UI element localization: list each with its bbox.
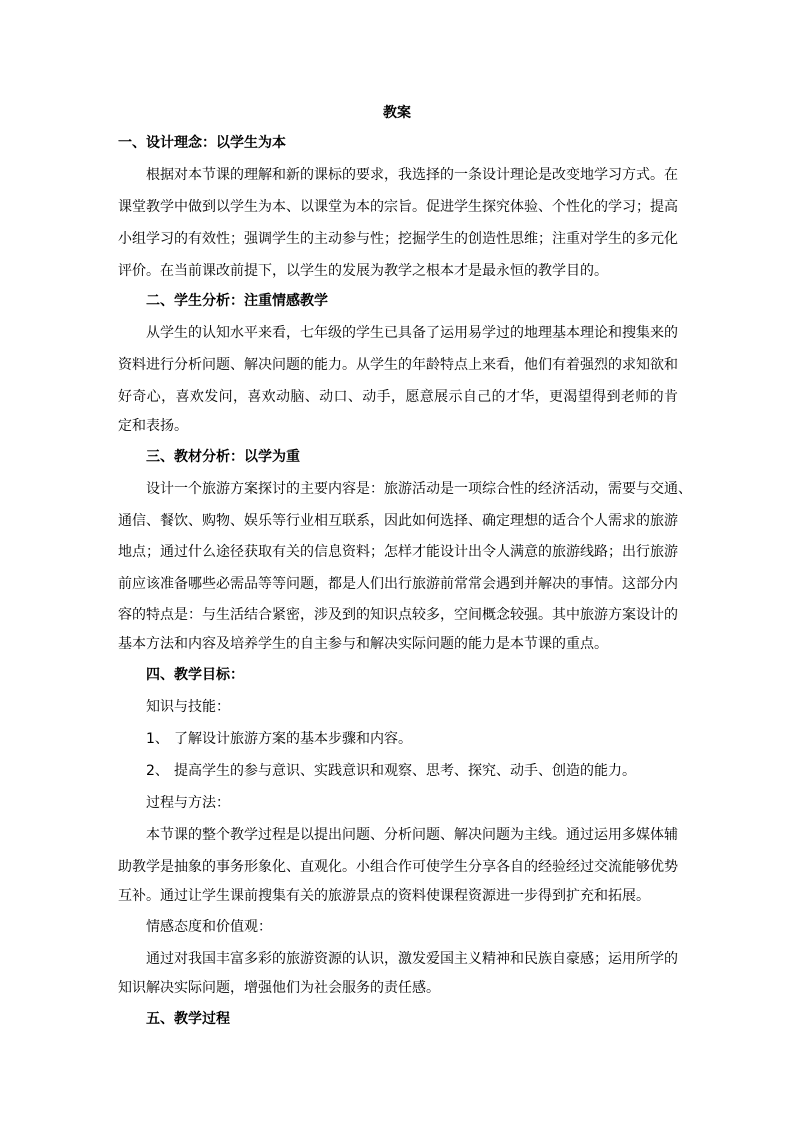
paragraph-line: 通过对我国丰富多彩的旅游资源的认识，激发爱国主义精神和民族自豪感；运用所学的 bbox=[146, 951, 678, 967]
paragraph-line: 基本方法和内容及培养学生的自主参与和解决实际问题的能力是本节课的重点。 bbox=[118, 636, 608, 652]
paragraph-line: 互补。通过让学生课前搜集有关的旅游景点的资料使课程资源进一步得到扩充和拓展。 bbox=[118, 888, 650, 904]
paragraph-line: 从学生的认知水平来看，七年级的学生已具备了运用易学过的地理基本理论和搜集来的 bbox=[146, 325, 678, 341]
section-1-heading: 一、设计理念：以学生为本 bbox=[118, 135, 286, 151]
paragraph-line: 通信、餐饮、购物、娱乐等行业相互联系，因此如何选择、确定理想的适合个人需求的旅游 bbox=[118, 513, 678, 529]
paragraph-line: 知识解决实际问题，增强他们为社会服务的责任感。 bbox=[118, 980, 440, 996]
list-item-number: 2、 bbox=[146, 763, 169, 779]
paragraph-line: 课堂教学中做到以学生为本、以课堂为本的宗旨。促进学生探究体验、个性化的学习；提高 bbox=[118, 199, 678, 215]
list-item-number: 1、 bbox=[146, 731, 169, 747]
paragraph-line: 容的特点是：与生活结合紧密，涉及到的知识点较多，空间概念较强。其中旅游方案设计的 bbox=[118, 607, 678, 623]
paragraph-line: 评价。在当前课改前提下，以学生的发展为教学之根本才是最永恒的教学目的。 bbox=[118, 263, 608, 279]
section-2-heading: 二、学生分析：注重情感教学 bbox=[146, 293, 328, 309]
paragraph-line: 前应该准备哪些必需品等等问题，都是人们出行旅游前常常会遇到并解决的事情。这部分内 bbox=[118, 576, 678, 592]
section-5-heading: 五、教学过程 bbox=[146, 1011, 230, 1027]
paragraph-line: 助教学是抽象的事务形象化、直观化。小组合作可使学生分享各自的经验经过交流能够优势 bbox=[118, 859, 678, 875]
paragraph-line: 好奇心，喜欢发问，喜欢动脑、动口、动手，愿意展示自己的才华，更渴望得到老师的肯 bbox=[118, 389, 678, 405]
subheading-attitude-values: 情感态度和价值观： bbox=[146, 919, 272, 935]
paragraph-line: 定和表扬。 bbox=[118, 418, 188, 434]
paragraph-line: 小组学习的有效性；强调学生的主动参与性；挖掘学生的创造性思维；注重对学生的多元化 bbox=[118, 231, 678, 247]
paragraph-line: 根据对本节课的理解和新的课标的要求，我选择的一条设计理论是改变地学习方式。在 bbox=[146, 167, 678, 183]
section-4-heading: 四、教学目标： bbox=[146, 667, 244, 683]
page-title: 教案 bbox=[383, 105, 411, 121]
section-3-heading: 三、教材分析：以学为重 bbox=[146, 449, 300, 465]
paragraph-line: 本节课的整个教学过程是以提出问题、分析问题、解决问题为主线。通过运用多媒体辅 bbox=[146, 827, 678, 843]
subheading-knowledge-skills: 知识与技能： bbox=[146, 699, 230, 715]
list-item-text: 了解设计旅游方案的基本步骤和内容。 bbox=[174, 731, 412, 747]
paragraph-line: 资料进行分析问题、解决问题的能力。从学生的年龄特点上来看，他们有着强烈的求知欲和 bbox=[118, 357, 678, 373]
list-item-text: 提高学生的参与意识、实践意识和观察、思考、探究、动手、创造的能力。 bbox=[174, 763, 636, 779]
paragraph-line: 设计一个旅游方案探讨的主要内容是：旅游活动是一项综合性的经济活动，需要与交通、 bbox=[146, 481, 692, 497]
paragraph-line: 地点；通过什么途径获取有关的信息资料；怎样才能设计出令人满意的旅游线路；出行旅游 bbox=[118, 544, 678, 560]
subheading-process-methods: 过程与方法： bbox=[146, 795, 230, 811]
